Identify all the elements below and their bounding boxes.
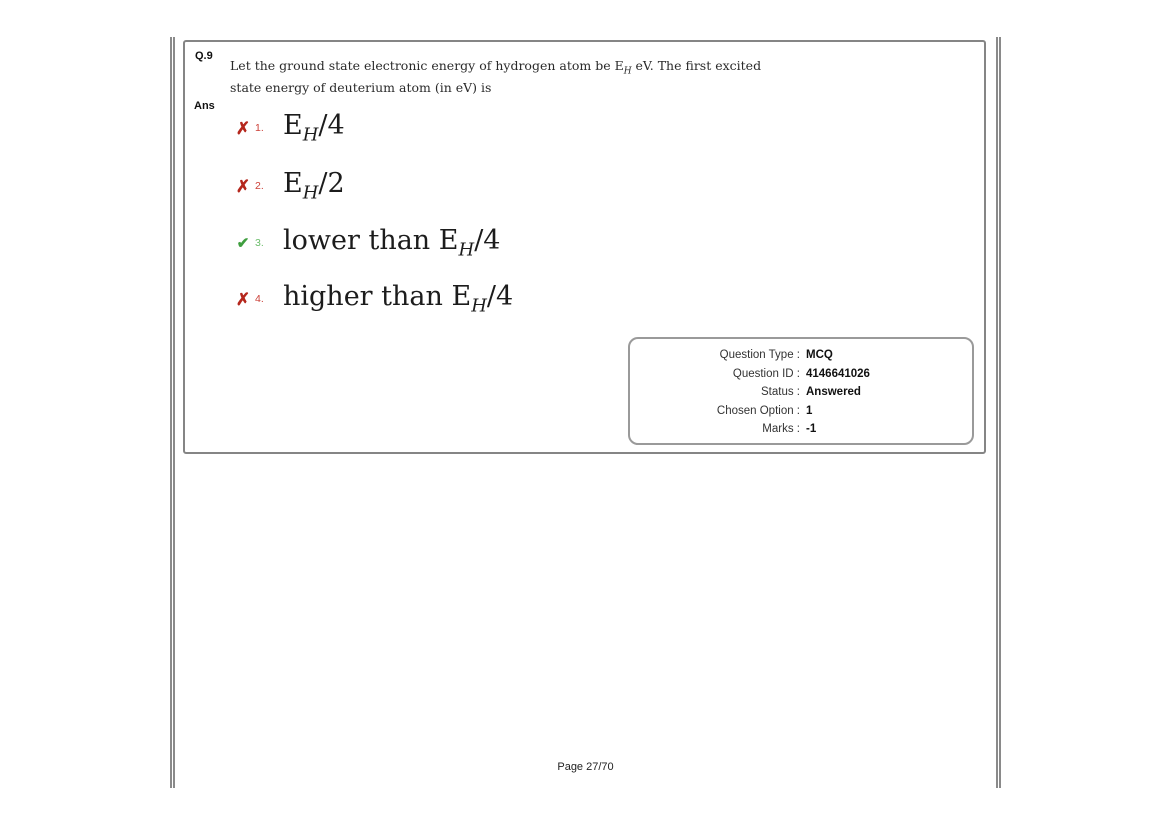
wrong-cross-icon: ✗ — [235, 176, 251, 196]
option-row-3 — [234, 225, 500, 261]
option-text-pre: lower than E — [283, 225, 459, 257]
info-value: Answered — [806, 386, 861, 399]
option-text — [283, 281, 513, 316]
info-row-chosen-option — [630, 405, 972, 424]
correct-check-icon: ✔ — [236, 234, 250, 252]
option-number: 1. — [255, 122, 264, 134]
info-row-question-type — [630, 349, 972, 368]
option-text-sub: H — [471, 295, 487, 317]
question-text-subscript: H — [623, 66, 632, 77]
info-value: MCQ — [806, 349, 833, 361]
info-label: Question Type : — [719, 349, 800, 361]
question-text-line1-end: eV. The first excited — [631, 58, 762, 73]
option-text-pre: higher than E — [283, 281, 472, 313]
info-value: -1 — [806, 423, 817, 436]
info-row-marks — [630, 423, 972, 442]
option-text-post: /4 — [318, 110, 345, 142]
question-text-line1: Let the ground state electronic energy of hydrogen atom be E — [230, 58, 624, 73]
option-text-post: /4 — [474, 225, 501, 257]
option-text-pre: E — [283, 168, 303, 200]
option-row-4 — [234, 281, 513, 317]
page-number: Page 27/70 — [557, 761, 614, 773]
option-row-2 — [234, 168, 345, 204]
question-text — [230, 58, 770, 96]
option-text-post: /2 — [318, 168, 345, 200]
info-row-question-id — [630, 368, 972, 387]
info-label: Status : — [761, 386, 800, 399]
option-text — [283, 225, 500, 260]
option-text-sub: H — [302, 182, 319, 204]
question-info-box — [628, 337, 974, 445]
option-text — [283, 168, 345, 203]
info-value: 1 — [806, 404, 813, 417]
info-label: Question ID : — [732, 367, 800, 380]
question-text-line2: state energy of deuterium atom (in eV) is — [230, 79, 492, 95]
info-label: Marks : — [762, 423, 800, 436]
option-text-pre: E — [283, 110, 303, 142]
option-row-1 — [234, 110, 345, 146]
option-text-sub: H — [458, 239, 475, 261]
option-number: 2. — [255, 180, 264, 192]
option-number: 4. — [255, 293, 264, 305]
option-number: 3. — [255, 237, 264, 249]
info-row-status — [630, 386, 972, 405]
option-text-sub: H — [302, 124, 319, 146]
option-text-post: /4 — [486, 281, 514, 313]
answer-label: Ans — [194, 100, 215, 112]
wrong-cross-icon: ✗ — [235, 289, 251, 309]
question-number: Q.9 — [195, 50, 213, 62]
wrong-cross-icon: ✗ — [235, 118, 251, 138]
option-text — [283, 110, 345, 145]
info-value: 4146641026 — [806, 367, 870, 380]
info-label: Chosen Option : — [716, 404, 800, 417]
